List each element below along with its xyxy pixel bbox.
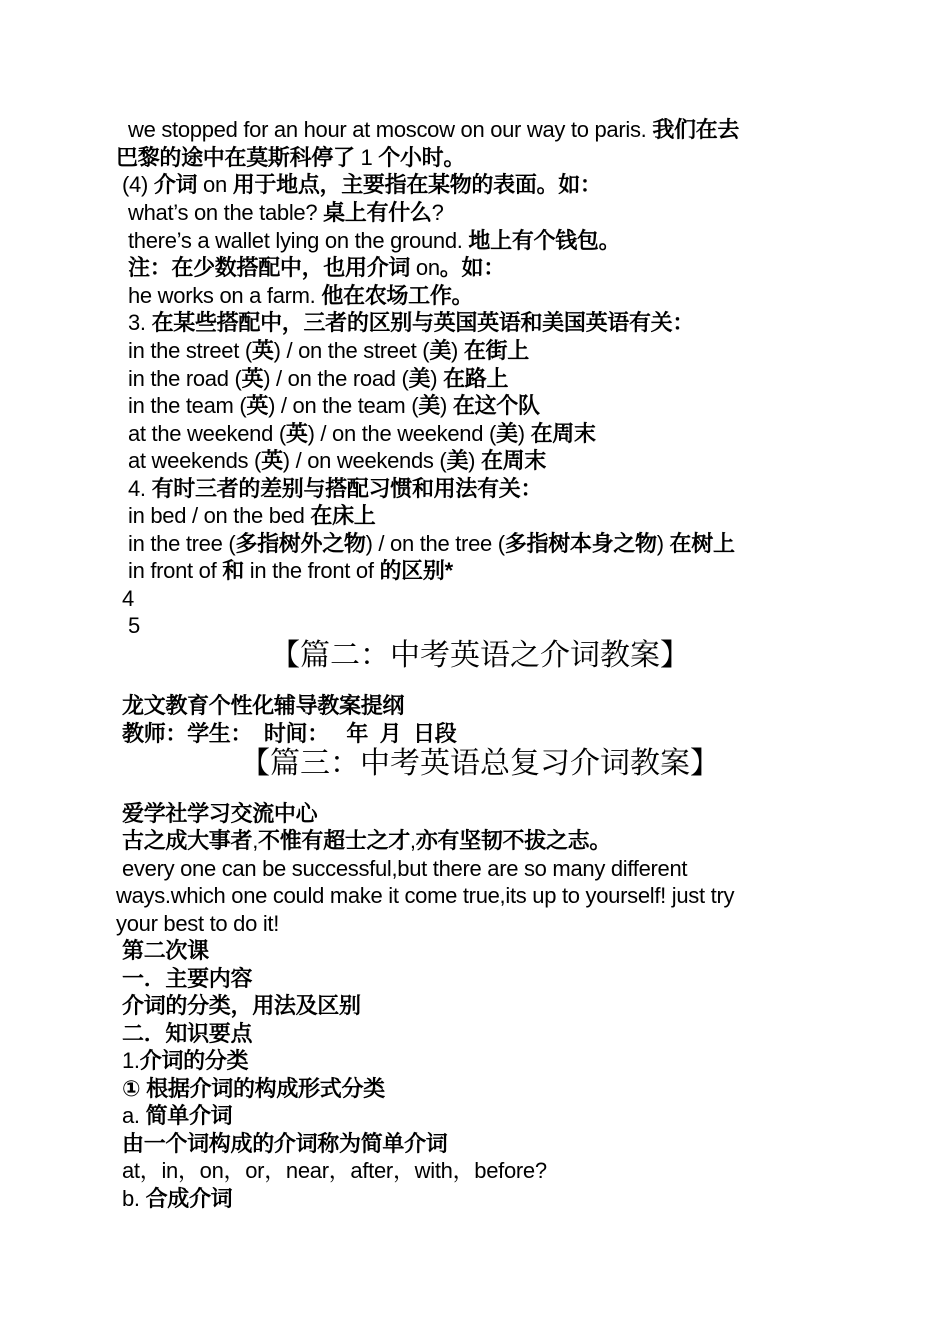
text-cn: 注：在少数搭配中，也用介词 (128, 255, 411, 280)
page-number: 5 (128, 613, 140, 638)
text-en: in the road ( (128, 366, 242, 391)
text-en: b. (122, 1186, 146, 1211)
text-en: ) (468, 448, 481, 473)
text-line (128, 475, 542, 503)
text-line (128, 116, 739, 144)
text-cn: 在路上 (443, 366, 509, 391)
text-en: a. (122, 1103, 146, 1128)
text-cn: 用于地点，主要指在某物的表面。如： (232, 172, 602, 197)
text-en: 3. (128, 310, 152, 335)
text-en: ) / on the road ( (263, 366, 409, 391)
text-line: ways.which one could make it come true,its up to yourself! just try (116, 883, 735, 908)
text-line (128, 254, 505, 282)
text-cn: 介词的分类 (139, 1048, 249, 1073)
text-line (128, 365, 508, 393)
text-line: 爱学社学习交流中心 (122, 801, 318, 826)
text-cn: 英 (246, 393, 269, 418)
text-line (122, 1047, 248, 1075)
text-line (122, 1102, 232, 1130)
text-en: ) / on weekends ( (282, 448, 447, 473)
text-line (128, 227, 620, 255)
section-heading: 【篇三：中考英语总复习介词教案】 (240, 746, 720, 781)
text-en: , (252, 828, 259, 853)
text-en: 1. (122, 1048, 140, 1073)
text-en: we stopped for an hour at moscow on our way to paris. (128, 117, 653, 142)
text-cn: 英 (251, 338, 274, 363)
text-cn: 在树上 (669, 531, 735, 556)
text-line (128, 309, 694, 337)
text-cn: 巴黎的途中在莫斯科停了 (116, 145, 361, 170)
text-cn: 多指树本身之物 (504, 531, 657, 556)
text-cn: 在周末 (480, 448, 547, 473)
text-cn: 多指树外之物 (235, 531, 366, 556)
text-line (122, 827, 611, 855)
text-line: 由一个词构成的介词称为简单介词 (122, 1131, 448, 1156)
text-line: at，in，on，or，near，after，with，before? (122, 1158, 547, 1183)
text-cn: 个小时。 (372, 145, 466, 170)
text-en: what’s on the table? (128, 200, 324, 225)
text-cn: 他在农场工作。 (321, 283, 474, 308)
text-cn: 桌上有什么 (323, 200, 432, 225)
text-line: 龙文教育个性化辅导教案提纲 (122, 693, 405, 718)
text-line (128, 199, 444, 227)
text-cn: 美 (496, 421, 518, 446)
text-en: (4) (122, 172, 154, 197)
text-en: 1 (360, 145, 373, 170)
text-cn: 美 (418, 393, 440, 418)
text-cn: 地上有个钱包。 (468, 228, 621, 253)
text-line: every one can be successful,but there are so many different (122, 856, 688, 881)
text-cn: 英 (261, 448, 283, 473)
text-cn: 亦有坚韧不拔之志。 (415, 828, 612, 853)
text-en: ) (451, 338, 464, 363)
text-en: ) (440, 393, 453, 418)
text-en: on (410, 255, 440, 280)
text-cn: 有时三者的差别与搭配习惯和用法有关： (151, 476, 543, 501)
text-en: there’s a wallet lying on the ground. (128, 228, 469, 253)
text-en: in front of (128, 558, 223, 583)
text-line (128, 557, 453, 585)
text-cn: 古之成大事者 (122, 828, 253, 853)
text-cn: 和 (222, 558, 244, 583)
text-en: at the weekend ( (128, 421, 286, 446)
text-line: 一．主要内容 (122, 966, 253, 991)
text-cn: 我们在去 (652, 117, 740, 142)
text-cn: 英 (285, 421, 308, 446)
text-cn: 美 (446, 448, 469, 473)
text-en: in the tree ( (128, 531, 236, 556)
page-number: 4 (122, 586, 134, 611)
text-line (128, 392, 540, 420)
text-line (122, 1185, 232, 1213)
text-line: 介词的分类，用法及区别 (122, 993, 361, 1018)
text-line: your best to do it! (116, 911, 280, 936)
text-cn: 英 (241, 366, 264, 391)
text-en: on (197, 172, 233, 197)
text-cn: 的区别* (379, 558, 453, 583)
text-en: ) (517, 421, 531, 446)
text-line: 教师：学生： 时间： 年 月 日段 (122, 721, 457, 746)
text-cn: 在这个队 (452, 393, 540, 418)
text-cn: 美 (408, 366, 431, 391)
text-en: ) / on the street ( (273, 338, 430, 363)
text-cn: 合成介词 (145, 1186, 233, 1211)
text-cn: 在某些搭配中，三者的区别与英国英语和美国英语有关： (151, 310, 695, 335)
text-line (128, 282, 473, 310)
text-line: 第二次课 (122, 938, 209, 963)
text-en: in bed / on the bed (128, 503, 311, 528)
text-line: ① 根据介词的构成形式分类 (122, 1076, 385, 1101)
text-en: in the street ( (128, 338, 252, 363)
text-line (128, 502, 376, 530)
text-en: 4. (128, 476, 152, 501)
text-line: 二．知识要点 (122, 1021, 253, 1046)
text-line (128, 337, 529, 365)
text-line (128, 530, 735, 558)
text-en: ) / on the weekend ( (307, 421, 497, 446)
text-en: at weekends ( (128, 448, 262, 473)
text-cn: 。如： (439, 255, 505, 280)
text-cn: 不惟有超士之才 (258, 828, 410, 853)
section-heading: 【篇二：中考英语之介词教案】 (270, 638, 690, 673)
text-line (122, 171, 602, 199)
text-line (116, 144, 465, 172)
text-cn: 在街上 (463, 338, 529, 363)
text-en: ? (431, 200, 444, 225)
text-line (128, 420, 596, 448)
text-cn: 在床上 (310, 503, 376, 528)
text-cn: 美 (429, 338, 452, 363)
text-en: ) / on the team ( (268, 393, 419, 418)
text-cn: 在周末 (530, 421, 596, 446)
text-en: ) / on the tree ( (365, 531, 505, 556)
text-en: , (409, 828, 416, 853)
text-cn: 介词 (153, 172, 198, 197)
text-line (128, 447, 546, 475)
text-en: in the front of (243, 558, 380, 583)
text-en: in the team ( (128, 393, 247, 418)
text-cn: 简单介词 (145, 1103, 233, 1128)
text-en: he works on a farm. (128, 283, 322, 308)
text-en: ) (656, 531, 670, 556)
text-en: ) (430, 366, 444, 391)
